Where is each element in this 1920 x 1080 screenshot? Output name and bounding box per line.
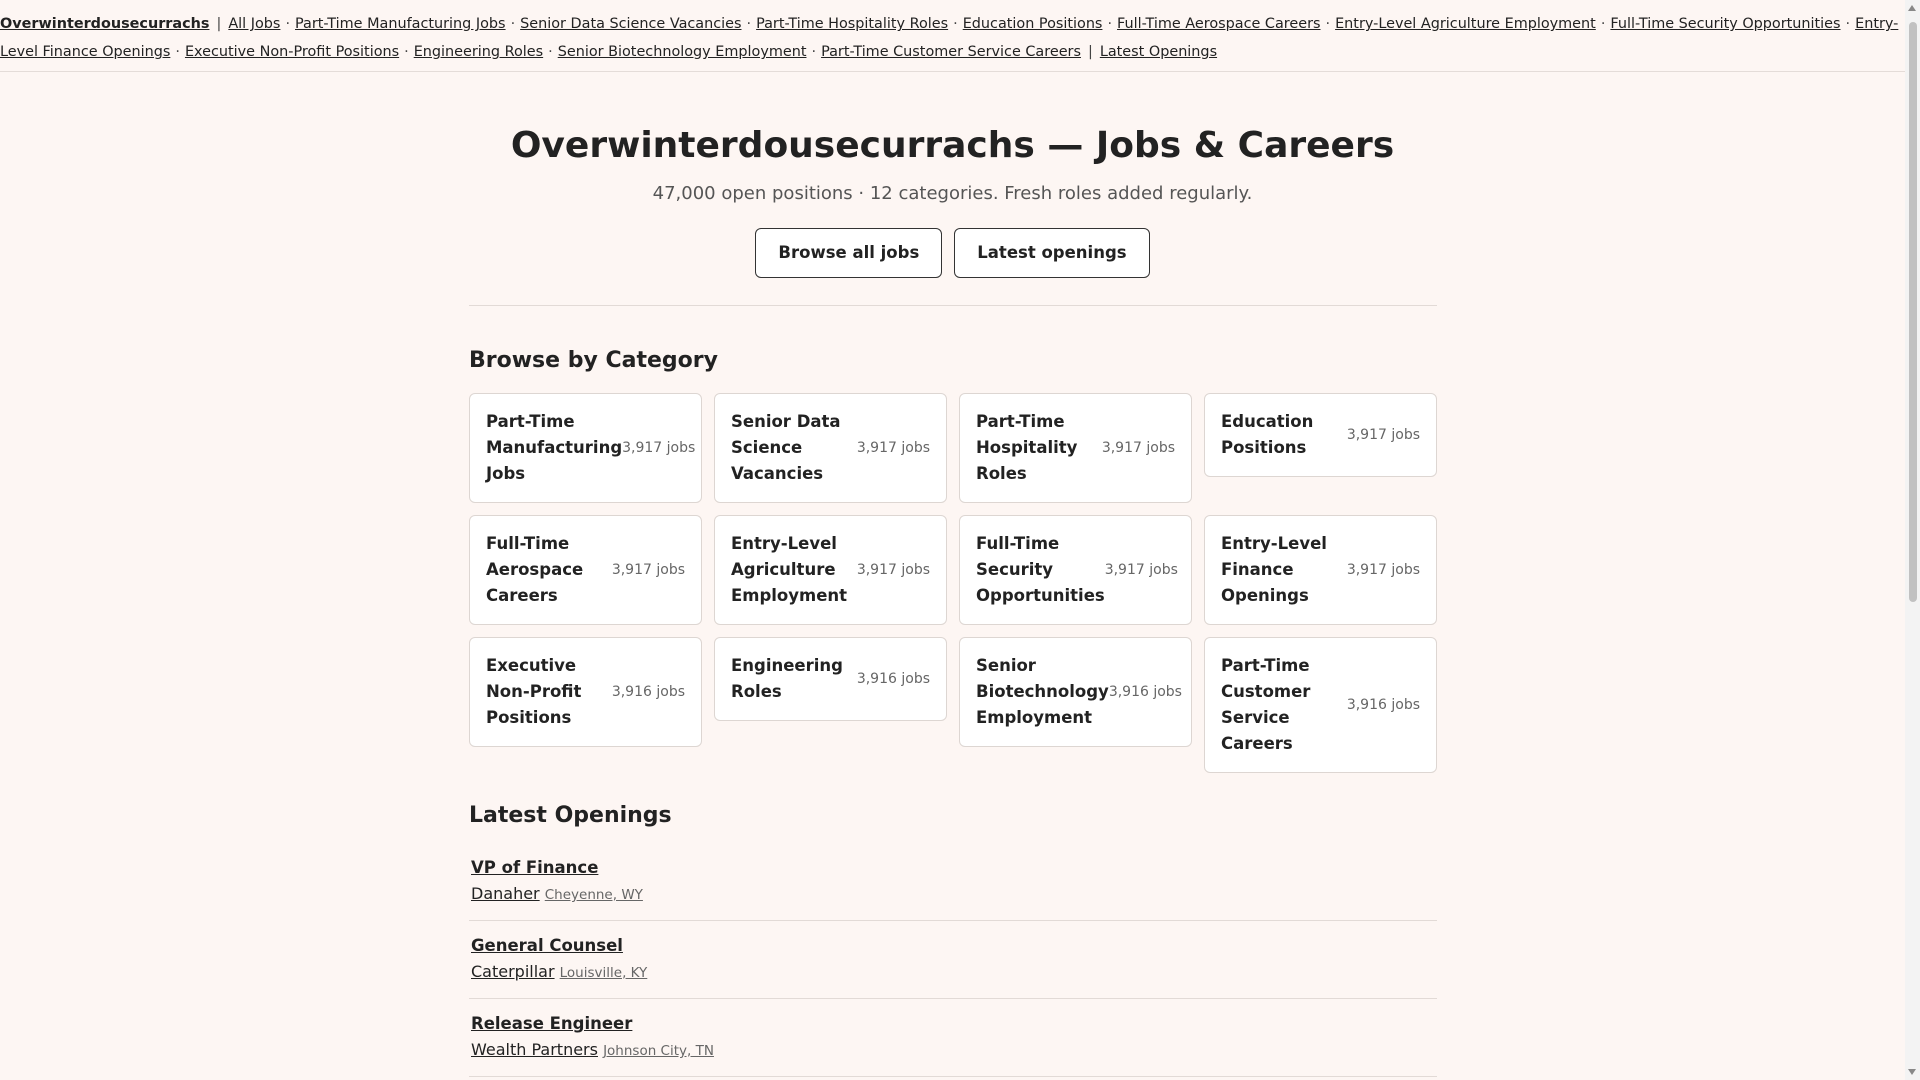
category-card[interactable] [959,393,1192,503]
scrollbar-thumb[interactable] [1909,22,1917,602]
latest-openings-section [469,803,1437,1077]
job-listing [469,999,1437,1077]
company-link[interactable]: Wealth Partners [471,1040,598,1059]
category-section [469,348,1437,773]
job-listing [469,855,1437,921]
category-name: Senior Biotechnology Employment [976,656,1109,727]
latest-openings-button[interactable]: Latest openings [954,228,1149,278]
nav-dot: · [811,44,817,60]
nav-link-education[interactable]: Education Positions [962,16,1103,32]
category-section-title: Browse by Category [469,348,718,373]
category-count: 3,917 jobs [1346,562,1420,578]
category-name: Entry-Level Agriculture Employment [731,534,848,605]
category-count: 3,917 jobs [622,440,696,456]
nav-dot: · [510,16,516,32]
category-count: 3,916 jobs [856,671,930,687]
location-link[interactable]: Louisville, KY [559,965,648,981]
category-card[interactable] [469,637,702,747]
nav-dot: · [285,16,291,32]
category-card[interactable] [959,515,1192,625]
nav-separator: | [216,16,222,32]
browse-all-jobs-button[interactable]: Browse all jobs [755,228,942,278]
category-name: Engineering Roles [731,656,843,701]
nav-link-hospitality[interactable]: Part-Time Hospitality Roles [756,16,949,32]
nav-link-latest-openings[interactable]: Latest Openings [1099,44,1218,60]
category-count: 3,916 jobs [1346,697,1420,713]
category-name: Full-Time Security Opportunities [976,534,1105,605]
category-count: 3,916 jobs [611,684,685,700]
category-name: Entry-Level Finance Openings [1221,534,1327,605]
nav-link-customer-service[interactable]: Part-Time Customer Service Careers [821,44,1081,60]
vertical-scrollbar[interactable] [1905,0,1920,1080]
category-card[interactable] [469,515,702,625]
nav-link-non-profit[interactable]: Executive Non-Profit Positions [184,44,400,60]
category-card[interactable] [1204,637,1437,773]
location-link[interactable]: Johnson City, TN [603,1043,714,1059]
category-card[interactable] [714,515,947,625]
top-navigation [0,0,1905,72]
category-count: 3,917 jobs [1101,440,1175,456]
category-card[interactable] [714,393,947,503]
scroll-down-arrow-icon[interactable] [1908,1069,1916,1075]
category-card[interactable] [1204,393,1437,477]
category-count: 3,917 jobs [1346,427,1420,443]
nav-dot: · [953,16,958,32]
scroll-up-arrow-icon[interactable] [1908,5,1916,11]
category-count: 3,917 jobs [1104,562,1178,578]
job-meta [471,881,1435,908]
job-listing [469,921,1437,999]
job-meta [471,1037,1435,1064]
job-title-link[interactable]: VP of Finance [471,858,599,877]
nav-link-security[interactable]: Full-Time Security Opportunities [1610,16,1841,32]
category-name: Part-Time Manufacturing Jobs [486,412,623,483]
job-meta [471,959,1435,986]
page-title: Overwinterdousecurrachs — Jobs & Careers [510,125,1395,166]
nav-link-engineering[interactable]: Engineering Roles [413,44,544,60]
hero-section [0,120,1905,278]
nav-link-manufacturing[interactable]: Part-Time Manufacturing Jobs [295,16,506,32]
nav-link-data-science[interactable]: Senior Data Science Vacancies [520,16,742,32]
section-divider [469,305,1437,306]
jobs-list [469,855,1437,1077]
hero-actions [0,228,1905,278]
category-count: 3,917 jobs [611,562,685,578]
nav-dot: · [548,44,553,60]
location-link[interactable]: Cheyenne, WY [544,887,643,903]
category-grid [469,393,1437,773]
brand-link[interactable]: Overwinterdousecurrachs [0,16,210,32]
latest-openings-title: Latest Openings [469,803,672,828]
nav-dot: · [1845,16,1851,32]
company-link[interactable]: Caterpillar [471,962,555,981]
nav-link-aerospace[interactable]: Full-Time Aerospace Careers [1117,16,1321,32]
job-title-link[interactable]: Release Engineer [471,1014,633,1033]
category-name: Part-Time Hospitality Roles [976,412,1078,483]
nav-dot: · [1325,16,1331,32]
nav-dot: · [1107,16,1113,32]
category-name: Education Positions [1221,412,1314,457]
nav-link-agriculture[interactable]: Entry-Level Agriculture Employment [1335,16,1596,32]
category-card[interactable] [1204,515,1437,625]
category-count: 3,917 jobs [856,562,930,578]
nav-separator: | [1087,44,1093,60]
category-card[interactable] [469,393,702,503]
category-card[interactable] [714,637,947,721]
job-title-link[interactable]: General Counsel [471,936,623,955]
nav-dot: · [175,44,180,60]
company-link[interactable]: Danaher [471,884,540,903]
nav-dot: · [1600,16,1606,32]
nav-dot: · [404,44,409,60]
category-count: 3,916 jobs [1108,684,1182,700]
category-card[interactable] [959,637,1192,747]
category-count: 3,917 jobs [856,440,930,456]
category-name: Senior Data Science Vacancies [731,412,841,483]
category-name: Full-Time Aerospace Careers [486,534,584,605]
category-name: Part-Time Customer Service Careers [1221,656,1311,753]
nav-dot: · [746,16,752,32]
nav-link-all-jobs[interactable]: All Jobs [228,16,281,32]
nav-link-biotechnology[interactable]: Senior Biotechnology Employment [557,44,807,60]
hero-subtitle: 47,000 open positions · 12 categories. Fresh roles added regularly. [652,183,1253,204]
nav-link-finance[interactable]: Entry-Level Finance Openings [0,16,1899,60]
category-name: Executive Non-Profit Positions [486,656,582,727]
